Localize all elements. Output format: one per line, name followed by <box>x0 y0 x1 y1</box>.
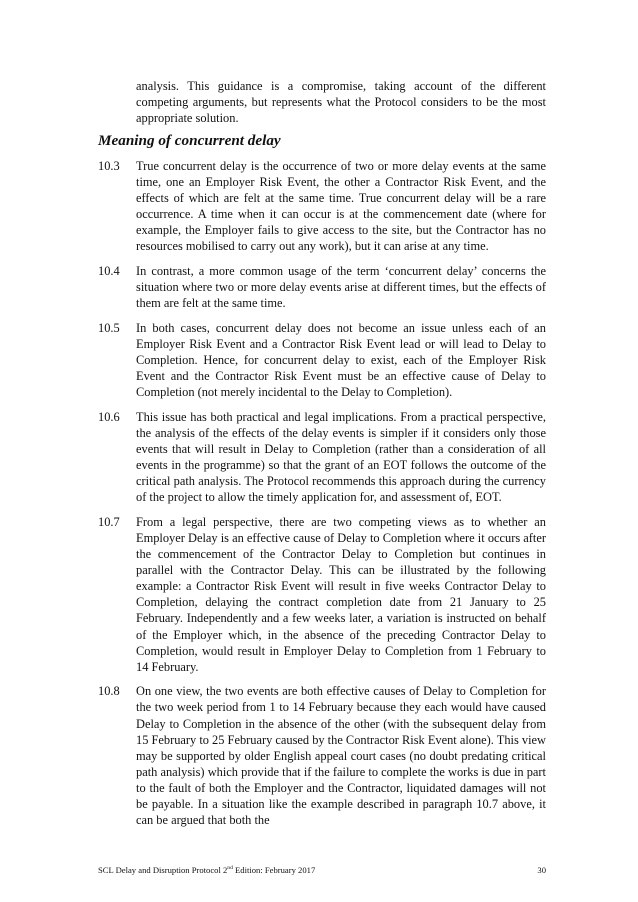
section-heading: Meaning of concurrent delay <box>98 132 281 149</box>
paragraph-10-4 <box>98 263 546 311</box>
paragraph-10-8 <box>98 683 546 828</box>
paragraph-number: 10.6 <box>98 409 120 424</box>
paragraph-list <box>98 158 546 837</box>
paragraph-text: In both cases, concurrent delay does not become an issue unless each of an Employer Risk Event and a Contractor Risk Event lead or will lead to Delay to Completion. Hence, for concurrent delay to exist, each of the Employer Risk Event and the Contractor Risk Event must be an effective cause of Delay to Completion (not merely incidental to the Delay to Completion). <box>136 320 546 400</box>
paragraph-text: In contrast, a more common usage of the term ‘concurrent delay’ concerns the situation where two or more delay events arise at different times, but the effects of them are felt at the same time. <box>136 264 546 311</box>
footer-title-superscript: nd <box>227 865 233 872</box>
continued-paragraph: analysis. This guidance is a compromise, taking account of the different competing arguments, but represents what the Protocol considers to be the most appropriate solution. <box>136 79 546 126</box>
paragraph-10-5 <box>98 320 546 400</box>
page-number: 30 <box>537 865 546 875</box>
paragraph-text: From a legal perspective, there are two competing views as to whether an Employer Delay is an effective cause of Delay to Completion where it occurs after the commencement of the Contractor Delay to Completion but continues in parallel with the Contractor Delay. This can be illustrated by the following example: a Contractor Risk Event will result in five weeks Contractor Delay to Completion, delaying the contract completion date from 21 January to 25 February. Independently and a few weeks later, a variation is instructed on behalf of the Employer which, in the absence of the preceding Contractor Delay to Completion, would result in Employer Delay to Completion from 1 February to 14 February. <box>136 514 546 674</box>
paragraph-number: 10.7 <box>98 514 120 529</box>
page-footer <box>98 865 546 876</box>
paragraph-number: 10.5 <box>98 320 120 335</box>
paragraph-text: On one view, the two events are both effective causes of Delay to Completion for the two week period from 1 to 14 February because they each would have caused Delay to Completion in the absence of the other (with the subsequent delay from 15 February to 25 February caused by the Contractor Risk Event alone). This view may be supported by older English appeal court cases (no doubt predating critical path analysis) which provide that if the failure to complete the works is due in part to the fault of both the Employer and the Contractor, liquidated damages will not be payable. In a situation like the example described in paragraph 10.7 above, it can be argued that both the <box>136 684 546 828</box>
paragraph-text: This issue has both practical and legal implications. From a practical perspective, the analysis of the effects of the delay events is simpler if it considers only those events that will result in Delay to Completion (rather than a consideration of all events in the programme) so that the grant of an EOT follows the outcome of the critical path analysis. The Protocol recommends this approach during the currency of the project to allow the timely application for, and assessment of, EOT. <box>136 409 546 505</box>
paragraph-number: 10.8 <box>98 684 120 699</box>
paragraph-10-7 <box>98 514 546 675</box>
footer-title <box>98 865 315 876</box>
footer-title-text: SCL Delay and Disruption Protocol 2 <box>98 865 228 875</box>
paragraph-10-6 <box>98 409 546 506</box>
paragraph-10-3 <box>98 158 546 255</box>
paragraph-number: 10.4 <box>98 264 120 279</box>
footer-title-edition: Edition: February 2017 <box>232 865 316 875</box>
paragraph-number: 10.3 <box>98 159 120 173</box>
paragraph-text: True concurrent delay is the occurrence of two or more delay events at the same time, one an Employer Risk Event, the other a Contractor Risk Event, and the effects of which are felt at the same time. True concurrent delay will be a rare occurrence. A time when it can occur is at the commencement date (where for example, the Employer fails to give access to the site, but the Contractor has no resources mobilised to carry out any work), but it can arise at any time. <box>136 159 546 254</box>
